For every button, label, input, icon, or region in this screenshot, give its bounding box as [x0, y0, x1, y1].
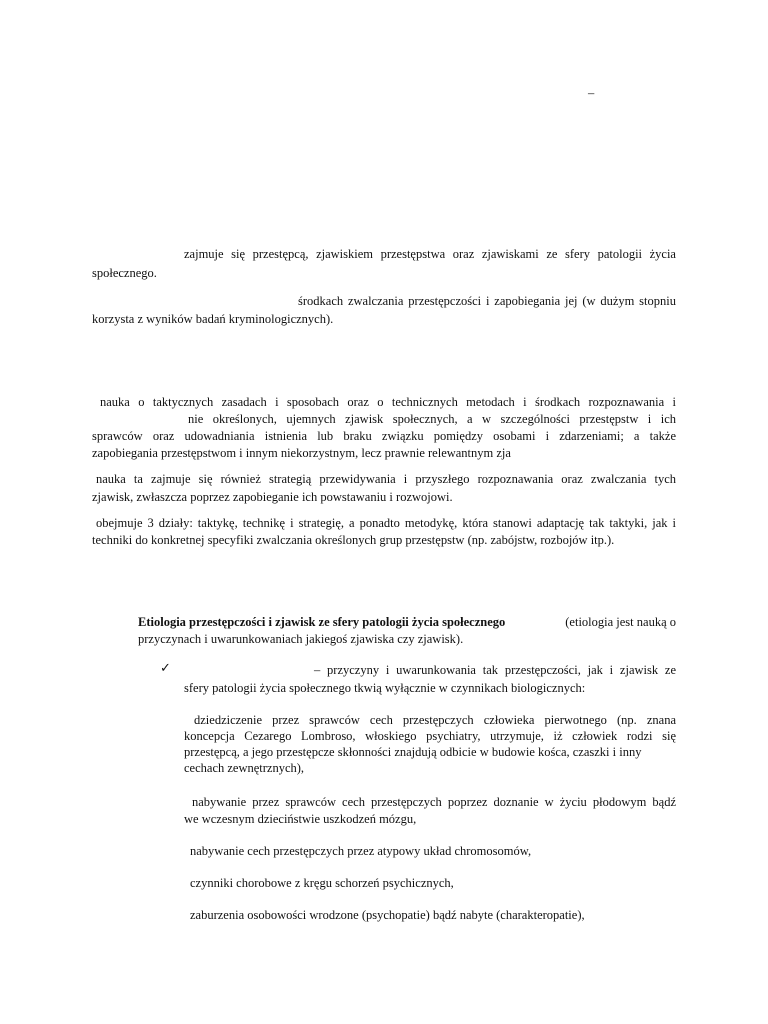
- criminal-policy-line-1: środkach zwalczania przestępczości i zapobiegania jej (w dużym stopniu: [298, 294, 676, 308]
- header-dash: –: [588, 86, 595, 100]
- forensics-divisions-line-1: obejmuje 3 działy: taktykę, technikę i strategię, a ponadto metodykę, która stanowi adaptację tak taktyki, jak i: [96, 516, 676, 530]
- forensics-definition-line-3: sprawców oraz udowadniania istnienia lub braku związku pomiędzy osobami i zdarzeniami; a także: [92, 429, 676, 443]
- biological-line-2: sfery patologii życia społecznego tkwią wyłącznie w czynnikach biologicznych:: [184, 681, 586, 695]
- factor-item-line: dziedziczenie przez sprawców cech przestępczych człowieka pierwotnego (np. znana: [194, 713, 676, 727]
- factor-item-line: nabywanie przez sprawców cech przestępczych poprzez doznanie w życiu płodowym bądź: [192, 795, 676, 809]
- etiology-heading-rest: (etiologia jest nauką o: [565, 615, 676, 629]
- forensics-divisions-line-2: techniki do konkretnej specyfiki zwalczania określonych grup przestępstw (np. zabójstw, rozbojów itp.).: [92, 533, 615, 547]
- factor-item-line: zaburzenia osobowości wrodzone (psychopatie) bądź nabyte (charakteropatie),: [190, 908, 585, 922]
- criminal-policy-line-2: korzysta z wyników badań kryminologicznych).: [92, 312, 334, 326]
- forensics-definition-line-1: nauka o taktycznych zasadach i sposobach oraz o technicznych metodach i środkach rozpoznawania i: [100, 395, 676, 409]
- forensics-definition-line-2: nie określonych, ujemnych zjawisk społecznych, a w szczególności przestępstw i ich: [188, 412, 676, 426]
- factor-item-line: we wczesnym dzieciństwie uszkodzeń mózgu,: [184, 812, 417, 826]
- biological-line-1: – przyczyny i uwarunkowania tak przestępczości, jak i zjawisk ze: [314, 663, 676, 677]
- factor-item-line: cechach zewnętrznych),: [184, 761, 305, 775]
- checkmark-icon: ✓: [160, 661, 171, 676]
- criminology-line-2: społecznego.: [92, 266, 157, 280]
- criminology-line-1: zajmuje się przestępcą, zjawiskiem przestępstwa oraz zjawiskami ze sfery patologii życia: [184, 247, 676, 261]
- factor-item-line: nabywanie cech przestępczych przez atypowy układ chromosomów,: [190, 844, 532, 858]
- forensics-definition-line-4: zapobiegania przestępstwom i innym niekorzystnym, lecz prawnie relewantnym zja: [92, 446, 511, 460]
- etiology-heading-bold: Etiologia przestępczości i zjawisk ze sfery patologii życia społecznego: [138, 615, 506, 629]
- factor-item-line: przestępcą, a jego przestępcze skłonności znajdują odbicie w budowie kośca, czaszki i inny: [184, 745, 642, 759]
- factor-item-line: czynniki chorobowe z kręgu schorzeń psychicznych,: [190, 876, 454, 890]
- etiology-heading-line-2: przyczynach i uwarunkowaniach jakiegoś zjawiska czy zjawisk).: [138, 632, 464, 646]
- forensics-strategy-line-2: zjawisk, zwłaszcza poprzez zapobieganie ich powstawaniu i rozwojowi.: [92, 490, 453, 504]
- factor-item-line: koncepcja Cezarego Lombroso, włoskiego psychiatry, utrzymuje, iż człowiek rodzi się: [184, 729, 676, 743]
- forensics-strategy-line-1: nauka ta zajmuje się również strategią przewidywania i przyszłego rozpoznawania oraz zwalczania tych: [96, 472, 676, 486]
